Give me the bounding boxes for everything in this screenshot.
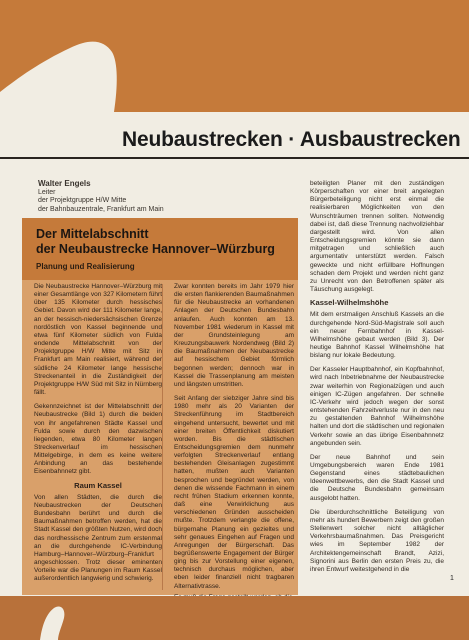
- article-title-panel: [22, 218, 298, 280]
- page-number: 1: [450, 575, 454, 582]
- author-role-line1: Leiter: [38, 188, 56, 196]
- paragraph: Gekennzeichnet ist der Mittelabschnitt der Neubaustrecke (Bild 1) durch die beiden von ihr angefahrenen Städte Kassel und Fulda sowie durch den dazwischen liegenden, etwa 80 Kilometer langen Streckenverlauf im hessischen Mittelgebirge, in dem es keine weitere Anbindung an das bestehende Eisenbahnnetz gibt.: [34, 403, 162, 476]
- paragraph: Die überdurchschnittliche Beteiligung von mehr als hundert Bewerbern zeigt den großen Stellenwert solcher nicht alltäglicher Verkehrsbaumaßnahmen. Das Preisgericht wies im September 1982 der Architektengemeinschaft Brandt, Azizi, Signorini aus Berlin den ersten Preis zu, die ihren Entwurf weitestgehend in die: [310, 508, 444, 573]
- author-name: Walter Engels: [38, 179, 91, 188]
- header-rule: [0, 157, 469, 159]
- article-title-line2: der Neubaustrecke Hannover–Würzburg: [36, 242, 275, 256]
- text-column-3: [310, 180, 444, 574]
- paragraph: Zwar konnten bereits im Jahr 1979 hier die ersten flankierenden Baumaßnahmen für die Neubaustrecke an vorhandenen Anlagen der Deutschen Bundesbahn anlaufen. Auch konnten am 13. November 1981 wiederum in Kassel mit der Grundsteinlegung am Kreuzungsbauwerk Nordendweg (Bild 2) die Baumaßnahmen der Neubaustrecke auf hessischem Gebiet förmlich begonnen werden; dennoch war in Kassel die Trassenplanung am meisten und längsten umstritten.: [174, 283, 294, 388]
- paragraph: Mit dem erstmaligen Anschluß Kassels an die durchgehende Nord-Süd-Magistrale soll auch ein neuer Fernbahnhof in Kassel-Wilhelmshöhe gebaut werden (Bild 3). Der heutige Bahnhof Kassel Wilhelmshöhe hat bislang nur lokale Bedeutung.: [310, 311, 444, 360]
- paragraph: Seit Anfang der siebziger Jahre sind bis 1980 mehr als 20 Varianten der Streckenführung im Stadtbereich eingehend untersucht, bewertet und mit einer breiten Öffentlichkeit diskutiert worden. Bis die städtischen Entscheidungsgremien dem nunmehr verfolgten Streckenverlauf entlang bestehenden Gleisanlagen zugestimmt hatten, mußten auch Varianten besprochen und begründet werden, von denen die wissende Fachmann in einem recht frühen Stadium erkennen konnte, daß eine Verwirklichung aus verschiedenen Gründen ausscheiden mußte. Trotzdem verlangte die offene, bürgernahe Planung ein gezieltes und sehr genaues Eingehen auf Fragen und Anregungen der Bürgerschaft. Das begrüßenswerte Engagement der Bürger ging bis zur Vorstellung einer eigenen, technisch durchaus möglichen, aber eben leider finanziell nicht tragbaren Alternativtrasse.: [174, 395, 294, 590]
- section-heading-raum-kassel: Raum Kassel: [74, 480, 122, 490]
- text-column-1: [34, 283, 162, 583]
- footer-graphic: [0, 596, 469, 640]
- author-block: [38, 180, 298, 214]
- paragraph: Der Kasseler Hauptbahnhof, ein Kopfbahnhof, wird nach Inbetriebnahme der Neubaustrecke zwar weiterhin von Regionalzügen und auch einigen IC-Zügen angefahren. Der schnelle IC-Verkehr wird jedoch wegen der sonst entstehenden Fahrzeitverluste nur in den neu zu gestaltenden Bahnhof Wilhelmshöhe halten und dort die städtischen und regionalen Verkehr sowie an das übrige Eisenbahnnetz angebunden sein.: [310, 366, 444, 447]
- paragraph: beteiligten Planer mit den zuständigen Körperschaften vor einer breit angelegten Bürgerbeteiligung nicht erst einmal die realisierbaren Möglichkeiten von den Wunschträumen trennen sollten. Notwendig dabei ist, daß diese Trennung nachvollziehbar dargestellt wird. Von allen Entscheidungsgremien könnte sie dann mitgetragen und schließlich auch argumentativ unterstützt werden. Falsch geweckte und nicht erfüllbare Hoffnungen schaden dem Projekt und werden nicht ganz zu Unrecht von den Betroffenen später als Täuschung ausgelegt.: [310, 180, 444, 294]
- paragraph: Der neue Bahnhof und sein Umgebungsbereich waren Ende 1981 Gegenstand eines städtebaulichen Ideenwettbewerbs, den die Stadt Kassel und die Deutsche Bundesbahn gemeinsam ausgelobt hatten.: [310, 453, 444, 502]
- series-title: Neubaustrecken · Ausbaustrecken: [122, 128, 461, 151]
- author-role-line3: der Bahnbauzentrale, Frankfurt am Main: [38, 205, 164, 213]
- article-subtitle: Planung und Realisierung: [36, 262, 135, 271]
- article-title-line1: Der Mittelabschnitt: [36, 227, 149, 241]
- footer-bar: [0, 596, 469, 640]
- author-role-line2: der Projektgruppe H/W Mitte: [38, 197, 127, 205]
- column-divider: [162, 284, 163, 590]
- paragraph: Von allen Städten, die durch die Neubaustrecken der Deutschen Bundesbahn berührt und durch die Baumaßnahmen betroffen werden, hat die Stadt Kassel den größten Nutzen, wird doch das nordhessische Zentrum zum erstenmal an die durchgehende IC-Verbindung Hamburg–Hannover–Würzburg–Frankfurt angeschlossen. Trotz dieser eminenten Vorteile war die Planungen im Raum Kassel außerordentlich langwierig und schwierig.: [34, 493, 162, 583]
- paragraph: Die Neubaustrecke Hannover–Würzburg mit einer Gesamtlänge von 327 Kilometern führt über 135 Kilometer durch hessisches Gebiet. Davon wird der 111 Kilometer lange, an der hessisch-niedersächsischen Grenze nordöstlich von Kassel beginnende und etwa fünf Kilometer südlich von Fulda endende Mittelabschnitt von der Projektgruppe H/W Mitte mit Sitz in Frankfurt am Main realisiert, während der südliche 24 Kilometer lange hessische Streckenanteil in die Zuständigkeit der Projektgruppe H/W Süd mit Sitz in Nürnberg fällt.: [34, 283, 162, 397]
- text-column-2: [174, 283, 294, 602]
- header: [0, 0, 469, 170]
- footer-logo-icon: [40, 606, 64, 640]
- section-heading-kassel-wilhelmshoehe: Kassel-Wilhelmshöhe: [310, 298, 389, 308]
